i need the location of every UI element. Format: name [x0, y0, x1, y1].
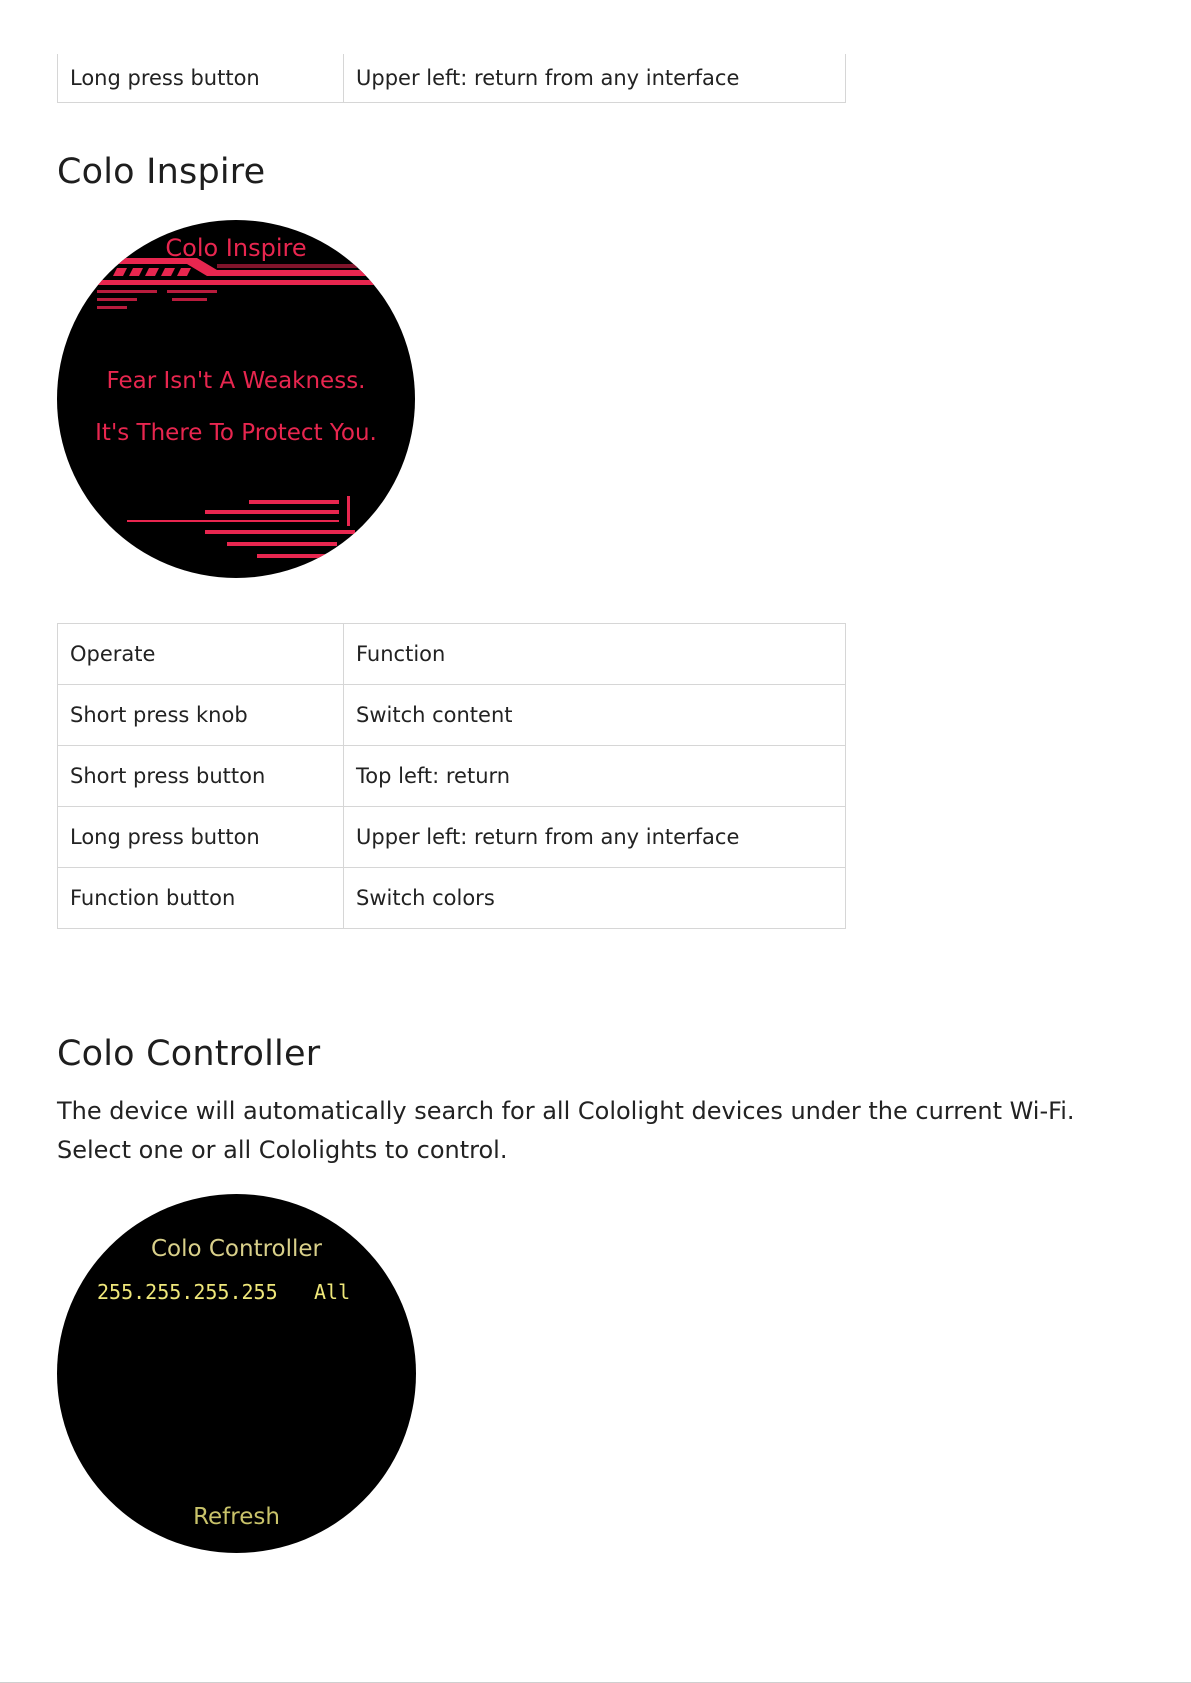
inspire-quote-line-1: Fear Isn't A Weakness.: [106, 368, 366, 394]
colo-inspire-operation-table: [57, 623, 846, 929]
operate-cell: Short press knob: [58, 685, 344, 746]
function-cell: Switch content: [344, 685, 846, 746]
colo-controller-screen-image: [57, 1194, 416, 1553]
colo-inspire-screen-image: [57, 220, 415, 578]
section-heading-colo-controller: Colo Controller: [57, 1034, 321, 1074]
operate-cell: Long press button: [58, 807, 344, 868]
header-function: Function: [344, 624, 846, 685]
table-row: [58, 746, 846, 807]
operation-table-previous: [57, 54, 846, 103]
controller-screen-title: Colo Controller: [150, 1236, 323, 1262]
inspire-decoration: [57, 220, 415, 578]
controller-all-option: All: [314, 1280, 351, 1304]
table-row: [58, 54, 846, 103]
table-header-row: [58, 624, 846, 685]
table-row: [58, 685, 846, 746]
function-cell: Upper left: return from any interface: [344, 807, 846, 868]
operate-cell: Function button: [58, 868, 344, 929]
table-row: [58, 807, 846, 868]
function-cell: Upper left: return from any interface: [344, 54, 846, 103]
inspire-quote-line-2: It's There To Protect You.: [95, 420, 377, 446]
function-cell: Top left: return: [344, 746, 846, 807]
function-cell: Switch colors: [344, 868, 846, 929]
controller-ip-address: 255.255.255.255: [97, 1280, 278, 1304]
operate-cell: Short press button: [58, 746, 344, 807]
controller-description: The device will automatically search for all Cololight devices under the current Wi-Fi. Select one or all Cololights to control.: [57, 1097, 1075, 1164]
operate-cell: Long press button: [58, 54, 344, 103]
header-operate: Operate: [58, 624, 344, 685]
table-row: [58, 868, 846, 929]
controller-refresh-label: Refresh: [193, 1504, 280, 1530]
section-heading-colo-inspire: Colo Inspire: [57, 152, 266, 192]
inspire-screen-title: Colo Inspire: [165, 234, 307, 262]
